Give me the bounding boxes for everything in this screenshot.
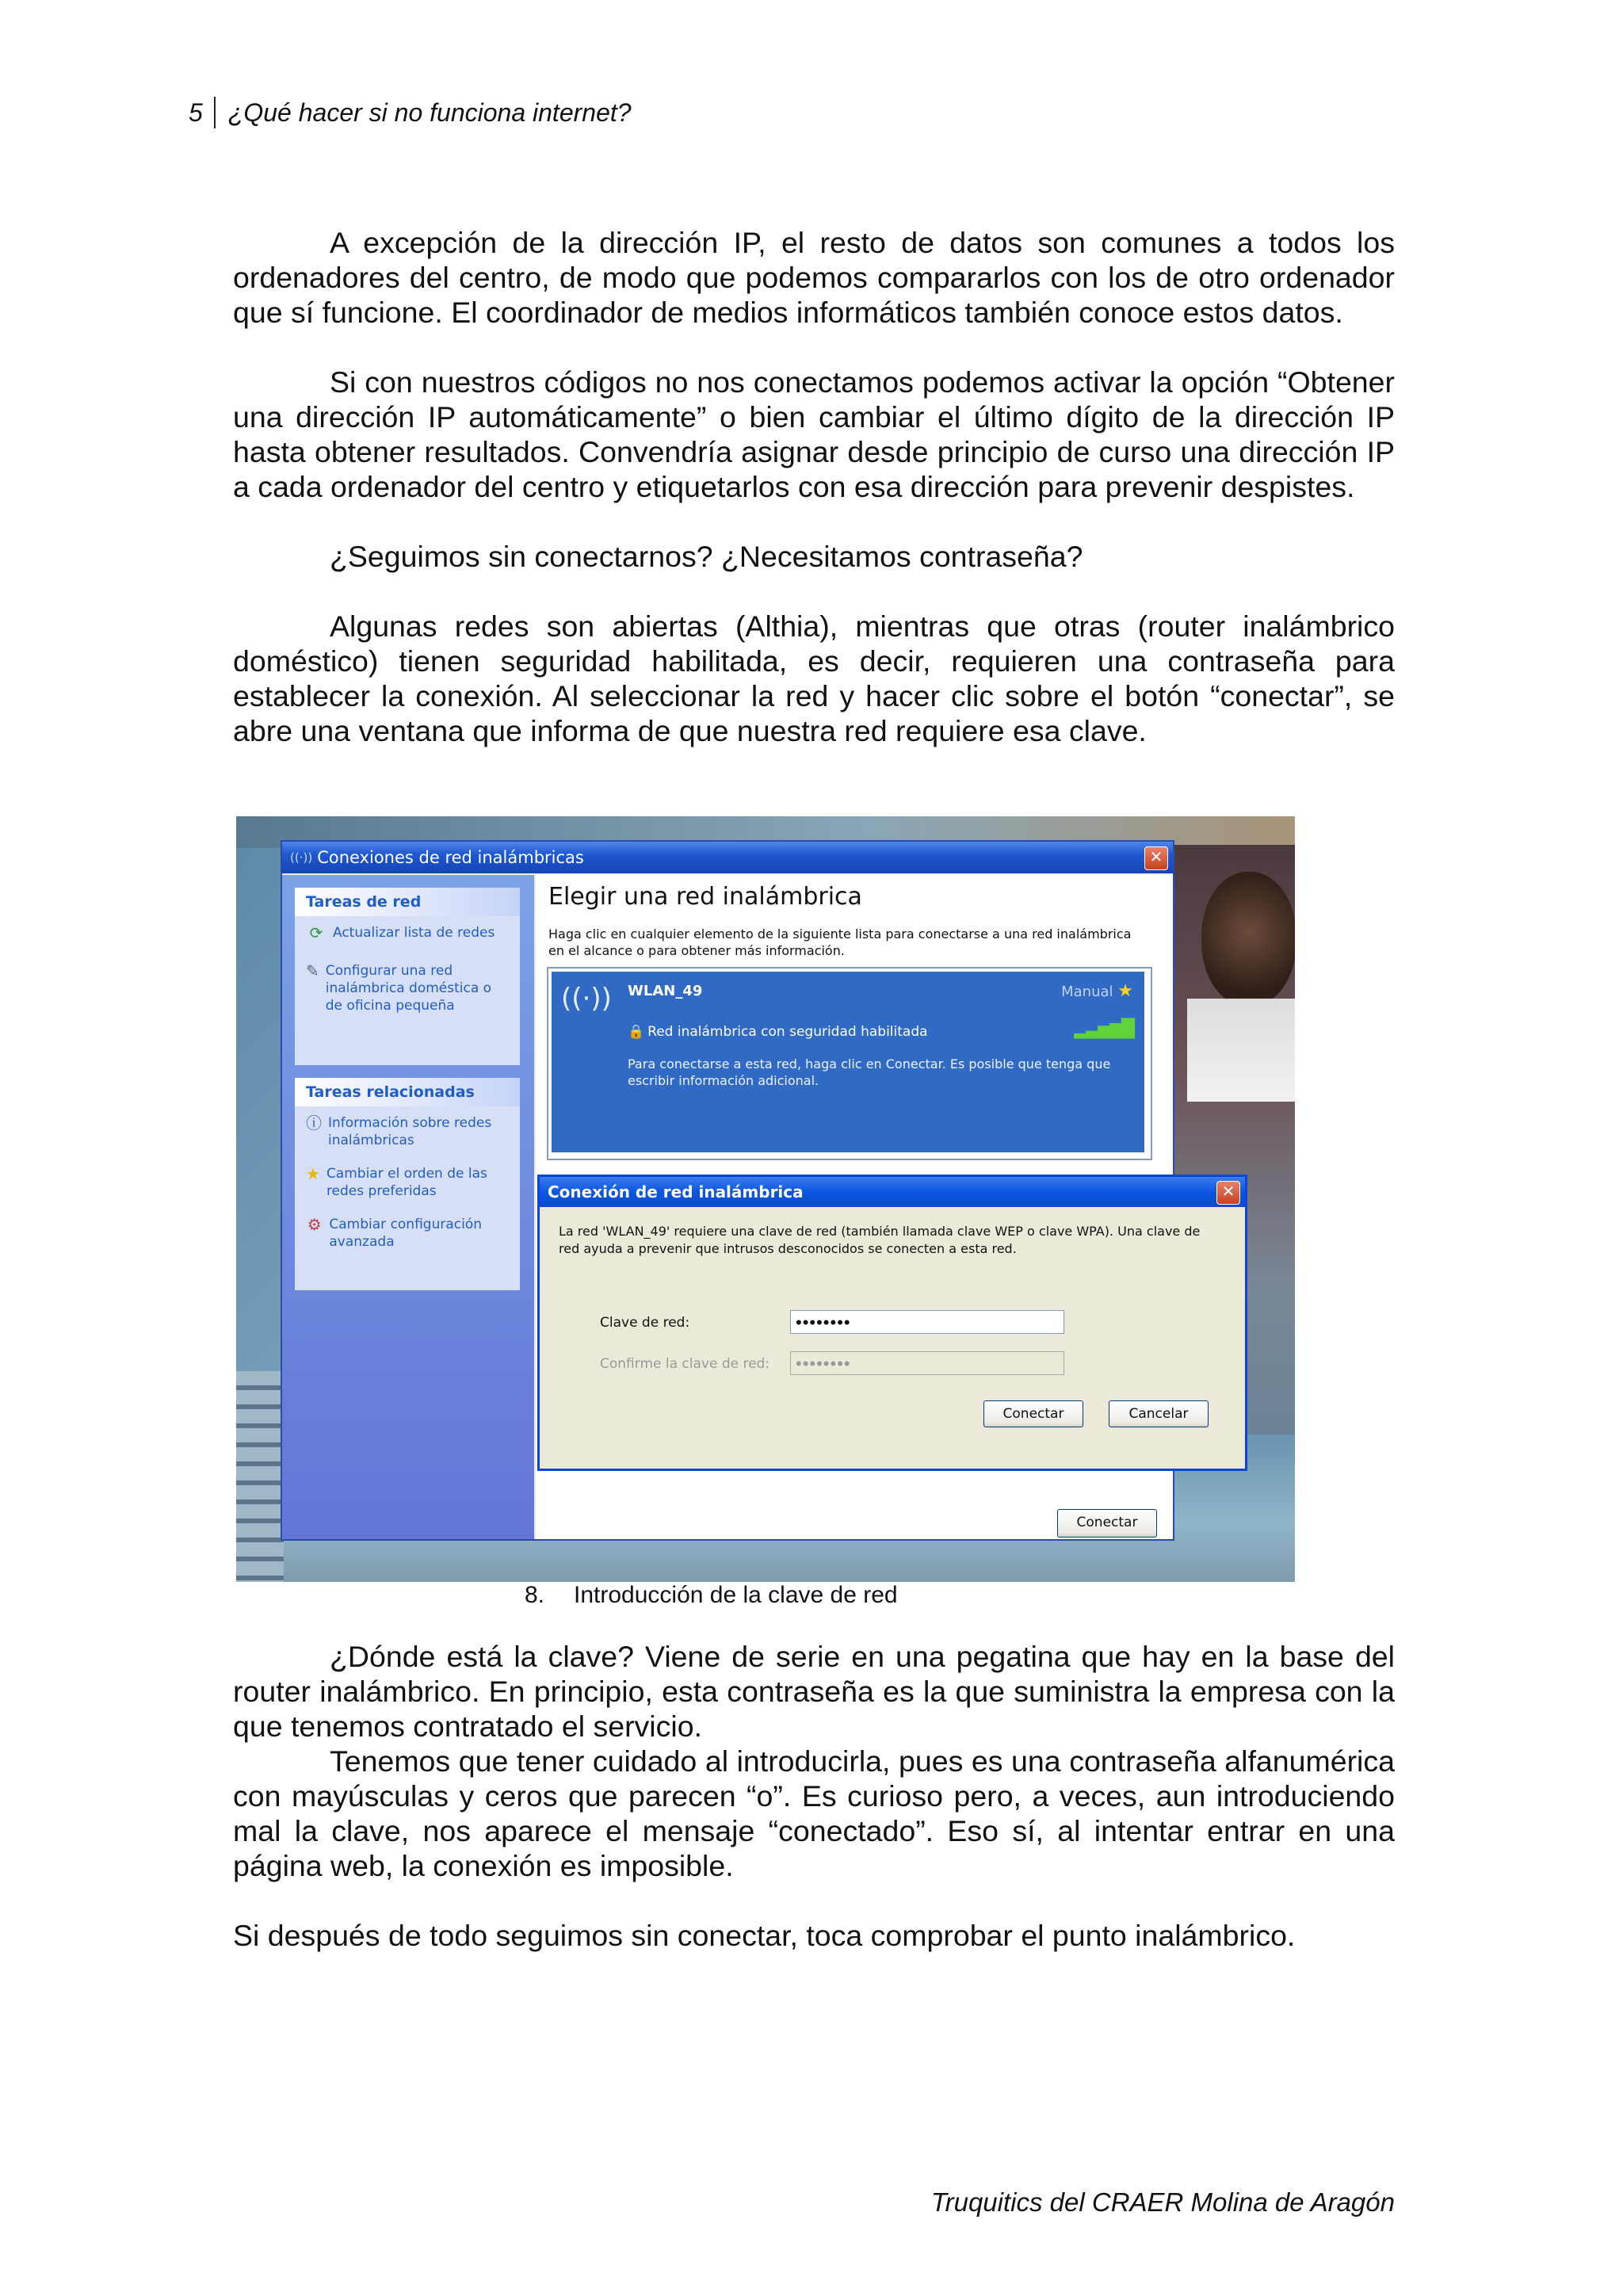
page-header <box>189 97 632 128</box>
dialog-cancel-button[interactable]: Cancelar <box>1109 1400 1209 1427</box>
caption-number: 8. <box>525 1582 545 1608</box>
task-sidebar <box>282 875 534 1539</box>
body-top <box>233 225 1395 748</box>
task-refresh-list[interactable] <box>295 916 520 945</box>
dialog-description: La red 'WLAN_49' requiere una clave de red (también llamada clave WEP o clave WPA). Una clave de red ayuda a prevenir que intrusos desconocidos se conecten a esta red. <box>559 1224 1201 1256</box>
pane-description: Haga clic en cualquier elemento de la siguiente lista para conectarse a una red inalámbrica en el alcance o para obtener más información. <box>548 926 1132 958</box>
task-label: Configurar una red inalámbrica doméstica o de oficina pequeña <box>325 963 492 1014</box>
task-setup-network[interactable] <box>295 945 520 1018</box>
paragraph: Si con nuestros códigos no nos conectamos podemos activar la opción “Obtener una dirección IP automáticamente” o bien cambiar el último dígito de la dirección IP hasta obtener resultados. Convendría asignar desde principio de curso una dirección IP a cada ordenador del centro y etiquetarlos con esa dirección para prevenir despistes. <box>233 365 1395 503</box>
pane-title: Elegir una red inalámbrica <box>548 883 862 911</box>
network-hint: Para conectarse a esta red, haga clic en Conectar. Es posible que tenga que escribir información adicional. <box>628 1056 1111 1088</box>
task-label: Cambiar el orden de las redes preferidas <box>326 1166 487 1199</box>
star-icon: ★ <box>306 1164 320 1183</box>
network-key-label: Clave de red: <box>600 1315 690 1331</box>
paragraph: A excepción de la dirección IP, el resto de datos son comunes a todos los ordenadores del centro, de modo que podemos compararlos con los de otro ordenador que sí funcione. El coordinador de medios informáticos también conoce estos datos. <box>233 226 1395 329</box>
network-item-selected[interactable] <box>552 972 1144 1152</box>
page-footer: Truquitics del CRAER Molina de Aragón <box>930 2187 1395 2217</box>
connect-button[interactable]: Conectar <box>1057 1509 1157 1538</box>
network-name: WLAN_49 <box>628 983 703 999</box>
window-titlebar[interactable] <box>282 842 1173 873</box>
signal-strength-icon: ▂▃▅▆█ <box>1074 1019 1133 1039</box>
refresh-icon: ⟳ <box>309 923 323 942</box>
background-keyboard <box>236 1371 284 1582</box>
task-change-order[interactable] <box>295 1152 520 1203</box>
dialog-close-button[interactable]: ✕ <box>1216 1181 1240 1205</box>
dialog-titlebar[interactable]: Conexión de red inalámbrica <box>540 1177 1245 1207</box>
network-tasks-heading: Tareas de red <box>295 888 520 916</box>
body-bottom <box>233 1639 1395 1953</box>
paragraph: Si después de todo seguimos sin conectar, toca comprobar el punto inalámbrico. <box>233 1919 1296 1952</box>
wireless-icon: ((·)) <box>290 850 313 865</box>
related-tasks-panel <box>295 1078 520 1290</box>
dialog-connect-button[interactable]: Conectar <box>983 1400 1083 1427</box>
confirm-key-label: Confirme la clave de red: <box>600 1356 770 1372</box>
mode-label: Manual <box>1061 984 1113 1000</box>
window-title: Conexiones de red inalámbricas <box>317 848 584 867</box>
settings-icon: ⚙ <box>307 1215 322 1234</box>
task-label: Cambiar configuración avanzada <box>329 1217 483 1250</box>
photo-shirt <box>1187 999 1295 1102</box>
paragraph: ¿Dónde está la clave? Viene de serie en una pegatina que hay en la base del router inalámbrico. En principio, esta contraseña es la que suministra la empresa con la que tenemos contratado el servicio. <box>233 1640 1395 1743</box>
header-title: ¿Qué hacer si no funciona internet? <box>227 97 632 127</box>
task-info-wireless[interactable] <box>295 1106 520 1152</box>
figure-caption <box>525 1582 898 1609</box>
network-key-input[interactable]: •••••••• <box>790 1310 1064 1334</box>
paragraph: ¿Seguimos sin conectarnos? ¿Necesitamos contraseña? <box>330 540 1083 573</box>
task-label: Información sobre redes inalámbricas <box>328 1115 492 1148</box>
page-number: 5 <box>189 97 216 128</box>
paragraph: Algunas redes son abiertas (Althia), mientras que otras (router inalámbrico doméstico) tienen seguridad habilitada, es decir, requieren una contraseña para establecer la conexión. Al seleccionar la red y hacer clic sobre el botón “conectar”, se abre una ventana que informa de que nuestra red requiere esa clave. <box>233 609 1395 747</box>
confirm-key-input[interactable]: •••••••• <box>790 1351 1064 1375</box>
caption-text: Introducción de la clave de red <box>574 1582 898 1608</box>
info-icon: ⓘ <box>306 1114 322 1133</box>
task-advanced-settings[interactable] <box>295 1203 520 1254</box>
security-label: Red inalámbrica con seguridad habilitada <box>647 1024 928 1040</box>
paragraph: Tenemos que tener cuidado al introducirla, pues es una contraseña alfanumérica con mayúsculas y ceros que parecen “o”. Es curioso pero, a veces, aun introduciendo mal la clave, nos aparece el mensaje “conectado”. Eso sí, al intentar entrar en una página web, la conexión es imposible. <box>233 1744 1395 1882</box>
network-key-dialog <box>537 1175 1247 1471</box>
antenna-icon: ((·)) <box>561 983 612 1014</box>
network-security <box>628 1024 928 1040</box>
photo-face <box>1201 872 1295 1007</box>
window-close-button[interactable]: ✕ <box>1144 846 1168 870</box>
task-label: Actualizar lista de redes <box>333 925 495 941</box>
network-mode <box>1061 981 1133 1001</box>
network-list <box>547 967 1152 1160</box>
network-tasks-panel <box>295 888 520 1065</box>
wizard-icon: ✎ <box>306 961 319 980</box>
related-tasks-heading: Tareas relacionadas <box>295 1078 520 1106</box>
screenshot-figure <box>236 816 1295 1582</box>
preferred-star-icon: ★ <box>1117 981 1133 1001</box>
lock-icon: 🔒 <box>628 1024 645 1040</box>
